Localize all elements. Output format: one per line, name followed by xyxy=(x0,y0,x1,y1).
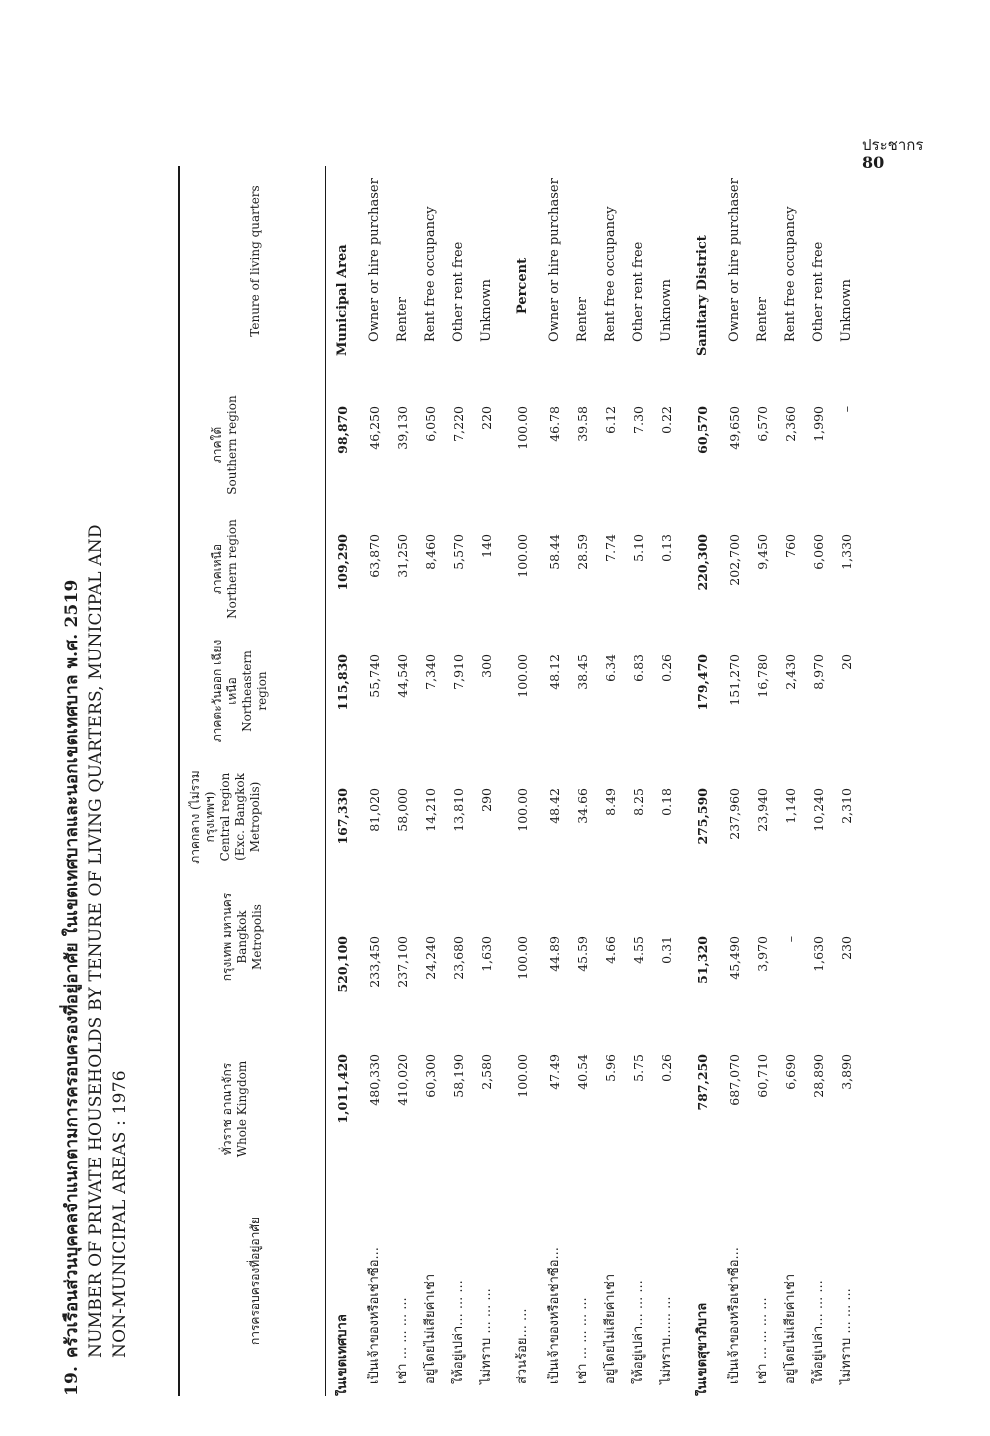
table-cell: 16,780 xyxy=(755,654,770,698)
table-cell: 2,310 xyxy=(839,788,854,824)
table-cell: 300 xyxy=(479,654,494,678)
row-label-en: Renter xyxy=(755,297,770,342)
table-cell: 45,490 xyxy=(727,936,742,980)
table-cell: 220,300 xyxy=(695,534,710,591)
table-cell: 4.55 xyxy=(631,936,646,964)
table-cell: 410,020 xyxy=(395,1054,410,1106)
page-number: 80 xyxy=(862,153,885,172)
header-south: ภาคใต้ Southern region xyxy=(210,395,239,495)
table-number: 19. xyxy=(62,1365,82,1396)
table-cell: 39,130 xyxy=(395,406,410,450)
table-cell: 5,570 xyxy=(451,534,466,570)
row-label-th: อยู่โดยไม่เสียค่าเช่า xyxy=(783,1273,798,1384)
row-label-th: เป็นเจ้าของหรือเช่าซื้อ... xyxy=(367,1247,382,1384)
table-cell: 45.59 xyxy=(575,936,590,972)
row-label-th: ในเขตเทศบาล xyxy=(335,1314,350,1396)
table-cell: 60,570 xyxy=(695,406,710,454)
table-cell: 5.96 xyxy=(603,1054,618,1082)
table-cell: 233,450 xyxy=(367,936,382,988)
header-northeast: ภาคตะวันออก เฉียงเหนือ Northeastern region xyxy=(210,639,269,743)
table-cell: 5.75 xyxy=(631,1054,646,1082)
table-cell: 0.13 xyxy=(659,534,674,562)
table-cell: 8,460 xyxy=(423,534,438,570)
table-cell: 9,450 xyxy=(755,534,770,570)
table-cell: 179,470 xyxy=(695,654,710,711)
table-cell: 28,890 xyxy=(811,1054,826,1098)
table-cell: 1,990 xyxy=(811,406,826,442)
row-label-en: Rent free occupancy xyxy=(423,206,438,342)
header-tenure-th: การครอบครองที่อยู่อาศัย xyxy=(248,1216,262,1346)
table-cell: 202,700 xyxy=(727,534,742,586)
table-cell: 5.10 xyxy=(631,534,646,562)
row-label-en: Municipal Area xyxy=(335,244,350,356)
table-cell: 167,330 xyxy=(335,788,350,845)
table-cell: 6,050 xyxy=(423,406,438,442)
table-cell: 6,570 xyxy=(755,406,770,442)
header-bottom-rule xyxy=(325,166,326,1396)
section-label: ประชากร xyxy=(862,136,924,154)
table-cell: 100.00 xyxy=(515,788,530,832)
table-cell: 58.44 xyxy=(547,534,562,570)
table-cell: 31,250 xyxy=(395,534,410,578)
table-cell: 46,250 xyxy=(367,406,382,450)
table-top-rule xyxy=(178,166,180,1396)
row-label-th: เป็นเจ้าของหรือเช่าซื้อ... xyxy=(727,1247,742,1384)
table-cell: 290 xyxy=(479,788,494,812)
table-cell: 6,690 xyxy=(783,1054,798,1090)
table-cell: 275,590 xyxy=(695,788,710,845)
table-cell: 100.00 xyxy=(515,936,530,980)
table-cell: 13,810 xyxy=(451,788,466,832)
table-cell: 60,300 xyxy=(423,1054,438,1098)
row-label-en: Unknown xyxy=(479,279,494,342)
table-cell: 7,220 xyxy=(451,406,466,442)
table-cell: 60,710 xyxy=(755,1054,770,1098)
table-cell: 40.54 xyxy=(575,1054,590,1090)
row-label-en: Percent xyxy=(515,257,530,315)
row-label-en: Unknown xyxy=(659,279,674,342)
table-cell: 100.00 xyxy=(515,654,530,698)
table-cell: 1,330 xyxy=(839,534,854,570)
row-label-en: Other rent free xyxy=(631,241,646,342)
table-cell: 2,360 xyxy=(783,406,798,442)
table-cell: 8,970 xyxy=(811,654,826,690)
header-north: ภาคเหนือ Northern region xyxy=(210,519,239,619)
table-cell: 7.30 xyxy=(631,406,646,434)
row-label-en: Owner or hire purchaser xyxy=(727,178,742,342)
table-cell: 1,140 xyxy=(783,788,798,824)
row-label-th: เช่า ... ... ... ... xyxy=(395,1297,410,1384)
table-cell: 98,870 xyxy=(335,406,350,454)
header-tenure-en: Tenure of living quarters xyxy=(248,185,262,337)
row-label-th: ในเขตสุขาภิบาล xyxy=(695,1302,710,1396)
table-cell: 8.25 xyxy=(631,788,646,816)
table-cell: 1,011,420 xyxy=(335,1054,350,1124)
title-thai: ครัวเรือนส่วนบุคคลจำแนกตามการครอบครองที่อยู่อาศัย ในเขตเทศบาลและนอกเขตเทศบาล พ.ศ. 2519 xyxy=(62,579,82,1358)
row-label-en: Owner or hire purchaser xyxy=(547,178,562,342)
table-cell: 39.58 xyxy=(575,406,590,442)
table-cell: 115,830 xyxy=(335,654,350,711)
table-cell: 220 xyxy=(479,406,494,430)
header-bangkok: กรุงเทพ มหานคร Bangkok Metropolis xyxy=(220,892,264,982)
table-cell: 10,240 xyxy=(811,788,826,832)
row-label-en: Renter xyxy=(575,297,590,342)
table-cell: 44.89 xyxy=(547,936,562,972)
table-cell: 3,970 xyxy=(755,936,770,972)
row-label-en: Other rent free xyxy=(811,241,826,342)
table-cell: 7.74 xyxy=(603,534,618,562)
table-cell: 20 xyxy=(839,654,854,670)
table-cell: 46.78 xyxy=(547,406,562,442)
table-cell: 58,000 xyxy=(395,788,410,832)
row-label-en: Rent free occupancy xyxy=(783,206,798,342)
row-label-th: ให้อยู่เปล่า... ... ... xyxy=(811,1280,826,1384)
table-cell: 48.12 xyxy=(547,654,562,690)
table-cell: 100.00 xyxy=(515,1054,530,1098)
table-cell: 8.49 xyxy=(603,788,618,816)
table-cell: 0.26 xyxy=(659,654,674,682)
row-label-en: Other rent free xyxy=(451,241,466,342)
table-cell: 24,240 xyxy=(423,936,438,980)
table-cell: 1,630 xyxy=(811,936,826,972)
table-cell: 63,870 xyxy=(367,534,382,578)
row-label-th: อยู่โดยไม่เสียค่าเช่า xyxy=(603,1273,618,1384)
table-cell: 109,290 xyxy=(335,534,350,591)
title-english-1: NUMBER OF PRIVATE HOUSEHOLDS BY TENURE OF LIVING QUARTERS, MUNICIPAL AND xyxy=(86,524,106,1358)
table-cell: 38.45 xyxy=(575,654,590,690)
table-cell: 3,890 xyxy=(839,1054,854,1090)
table-cell: 2,580 xyxy=(479,1054,494,1090)
table-cell: 140 xyxy=(479,534,494,558)
table-cell: 760 xyxy=(783,534,798,558)
table-cell: 6,060 xyxy=(811,534,826,570)
row-label-en: Sanitary District xyxy=(695,235,710,356)
table-cell: 100.00 xyxy=(515,534,530,578)
row-label-th: ไม่ทราบ ... ... ... xyxy=(479,1288,494,1384)
table-cell: 687,070 xyxy=(727,1054,742,1106)
table-cell: 151,270 xyxy=(727,654,742,706)
table-cell: 0.31 xyxy=(659,936,674,964)
table-cell: 6.34 xyxy=(603,654,618,682)
table-cell: 47.49 xyxy=(547,1054,562,1090)
row-label-th: เป็นเจ้าของหรือเช่าซื้อ... xyxy=(547,1247,562,1384)
table-cell: 100.00 xyxy=(515,406,530,450)
table-title xyxy=(60,166,132,1396)
row-label-en: Unknown xyxy=(839,279,854,342)
row-label-th: ให้อยู่เปล่า... ... ... xyxy=(631,1280,646,1384)
row-label-en: Rent free occupancy xyxy=(603,206,618,342)
table-cell: 1,630 xyxy=(479,936,494,972)
table-cell: 7,910 xyxy=(451,654,466,690)
table-cell: 81,020 xyxy=(367,788,382,832)
table-cell: 28.59 xyxy=(575,534,590,570)
table-cell: – xyxy=(783,936,798,943)
table-cell: 520,100 xyxy=(335,936,350,993)
row-label-th: ส่วนร้อย... ... xyxy=(515,1308,530,1384)
table-cell: 2,430 xyxy=(783,654,798,690)
title-english-2: NON-MUNICIPAL AREAS : 1976 xyxy=(110,1070,130,1358)
table-cell: 48.42 xyxy=(547,788,562,824)
table-cell: 58,190 xyxy=(451,1054,466,1098)
row-label-th: อยู่โดยไม่เสียค่าเช่า xyxy=(423,1273,438,1384)
table-cell: 23,680 xyxy=(451,936,466,980)
table-cell: 7,340 xyxy=(423,654,438,690)
table-cell: 0.26 xyxy=(659,1054,674,1082)
row-label-th: ไม่ทราบ ... ... ... xyxy=(839,1288,854,1384)
table-cell: 23,940 xyxy=(755,788,770,832)
table-cell: 14,210 xyxy=(423,788,438,832)
table-cell: 237,960 xyxy=(727,788,742,840)
rotated-table-page xyxy=(60,166,940,1396)
row-label-th: ให้อยู่เปล่า... ... ... xyxy=(451,1280,466,1384)
table-cell: 0.22 xyxy=(659,406,674,434)
row-label-en: Owner or hire purchaser xyxy=(367,178,382,342)
row-label-en: Renter xyxy=(395,297,410,342)
table-cell: 6.83 xyxy=(631,654,646,682)
table-cell: 4.66 xyxy=(603,936,618,964)
table-cell: 0.18 xyxy=(659,788,674,816)
table-cell: 480,330 xyxy=(367,1054,382,1106)
table-cell: 34.66 xyxy=(575,788,590,824)
row-label-th: ไม่ทราบ...... ... xyxy=(659,1296,674,1384)
table-cell: 44,540 xyxy=(395,654,410,698)
header-whole-kingdom: ทั่วราช อาณาจักร Whole Kingdom xyxy=(220,1060,249,1158)
row-label-th: เช่า ... ... ... ... xyxy=(575,1297,590,1384)
table-cell: 6.12 xyxy=(603,406,618,434)
table-cell: 55,740 xyxy=(367,654,382,698)
table-cell: 49,650 xyxy=(727,406,742,450)
table-cell: 230 xyxy=(839,936,854,960)
row-label-th: เช่า ... ... ... ... xyxy=(755,1297,770,1384)
header-central: ภาคกลาง (ไม่รวม กรุงเทพฯ) Central region (Exc. Bangkok Metropolis) xyxy=(188,770,262,864)
table-cell: – xyxy=(839,406,854,413)
table-cell: 51,320 xyxy=(695,936,710,984)
table-cell: 237,100 xyxy=(395,936,410,988)
table-cell: 787,250 xyxy=(695,1054,710,1111)
